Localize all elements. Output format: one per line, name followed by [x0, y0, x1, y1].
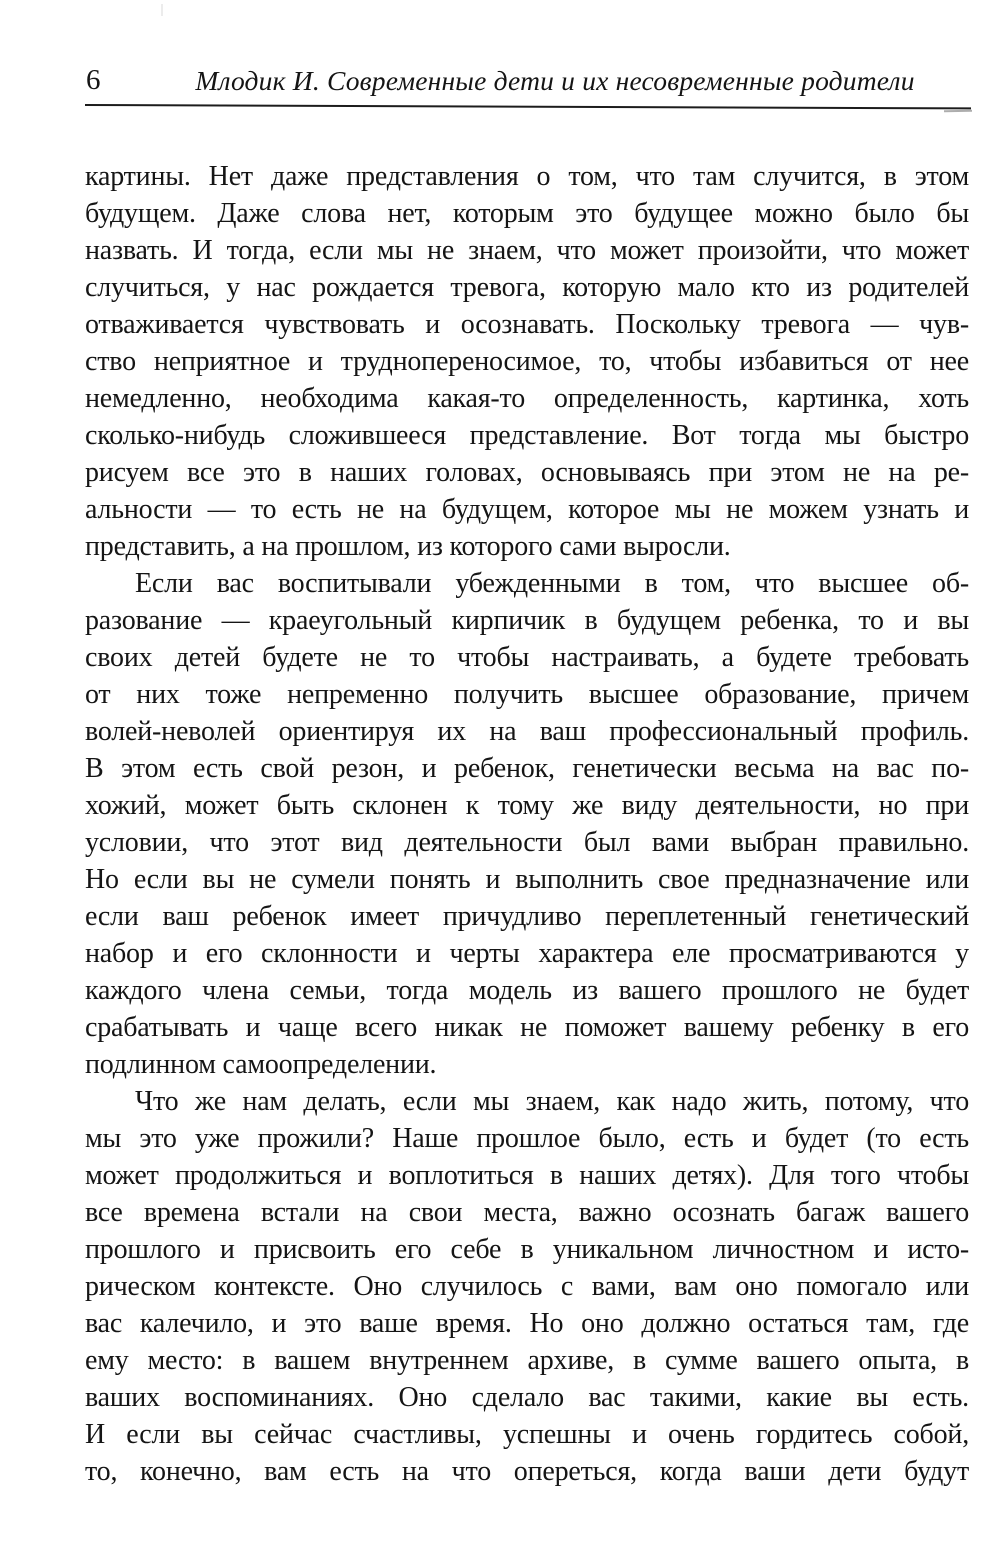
text-line: ство неприятное и труднопереносимое, то, чтобы избавиться от нее: [85, 346, 969, 377]
running-title: Млодик И. Современные дети и их несовременные родители: [195, 65, 915, 96]
text-line: прошлого и присвоить его себе в уникальном личностном и исто-: [85, 1234, 969, 1265]
text-line: условии, что этот вид деятельности был вами выбран правильно.: [85, 827, 969, 858]
text-line: волей-неволей ориентируя их на ваш профессиональный профиль.: [85, 716, 969, 747]
header-rule-tail: [944, 110, 972, 112]
text-line: вас калечило, и это ваше время. Но оно должно остаться там, где: [85, 1308, 969, 1339]
page-number: 6: [86, 64, 101, 96]
text-line: срабатывать и чаще всего никак не поможет вашему ребенку в его: [85, 1012, 969, 1043]
text-line: рическом контексте. Оно случилось с вами, вам оно помогало или: [85, 1271, 969, 1302]
text-line: подлинном самоопределении.: [85, 1049, 437, 1080]
text-line: картины. Нет даже представления о том, что там случится, в этом: [85, 161, 969, 192]
text-line: И если вы сейчас счастливы, успешны и очень гордитесь собой,: [85, 1419, 969, 1450]
text-line: рисуем все это в наших головах, основываясь при этом не на ре-: [85, 457, 969, 488]
text-line: ему место: в вашем внутреннем архиве, в сумме вашего опыта, в: [85, 1345, 969, 1376]
text-line: альности — то есть не на будущем, которое мы не можем узнать и: [85, 494, 969, 525]
text-line: если ваш ребенок имеет причудливо переплетенный генетический: [85, 901, 969, 932]
text-line: назвать. И тогда, если мы не знаем, что может произойти, что может: [85, 235, 969, 266]
body-text: [85, 158, 969, 1490]
text-line: то, конечно, вам есть на что опереться, когда ваши дети будут: [85, 1456, 969, 1487]
text-line: каждого члена семьи, тогда модель из вашего прошлого не будет: [85, 975, 969, 1006]
header-rule: [85, 104, 971, 110]
text-line: В этом есть свой резон, и ребенок, генетически весьма на вас по-: [85, 753, 969, 784]
text-line: Но если вы не сумели понять и выполнить свое предназначение или: [85, 864, 969, 895]
text-line: своих детей будете не то чтобы настраивать, а будете требовать: [85, 642, 969, 673]
text-line: разование — краеугольный кирпичик в будущем ребенка, то и вы: [85, 605, 969, 636]
running-header: [0, 0, 1000, 120]
text-line: будущем. Даже слова нет, которым это будущее можно было бы: [85, 198, 969, 229]
text-line: сколько-нибудь сложившееся представление. Вот тогда мы быстро: [85, 420, 969, 451]
text-line: мы это уже прожили? Наше прошлое было, есть и будет (то есть: [85, 1123, 969, 1154]
text-line: от них тоже непременно получить высшее образование, причем: [85, 679, 969, 710]
text-line: набор и его склонности и черты характера еле просматриваются у: [85, 938, 969, 969]
text-line: отваживается чувствовать и осознавать. Поскольку тревога — чув-: [85, 309, 969, 340]
text-line: хожий, может быть склонен к тому же виду деятельности, но при: [85, 790, 969, 821]
text-line: случиться, у нас рождается тревога, которую мало кто из родителей: [85, 272, 969, 303]
text-line: ваших воспоминаниях. Оно сделало вас такими, какие вы есть.: [85, 1382, 969, 1413]
text-line: Что же нам делать, если мы знаем, как надо жить, потому, что: [135, 1086, 969, 1117]
text-line: немедленно, необходима какая-то определенность, картинка, хоть: [85, 383, 969, 414]
text-line: Если вас воспитывали убежденными в том, что высшее об-: [135, 568, 969, 599]
text-line: все времена встали на свои места, важно осознать багаж вашего: [85, 1197, 969, 1228]
text-line: может продолжиться и воплотиться в наших детях). Для того чтобы: [85, 1160, 969, 1191]
text-line: представить, а на прошлом, из которого сами выросли.: [85, 531, 731, 562]
